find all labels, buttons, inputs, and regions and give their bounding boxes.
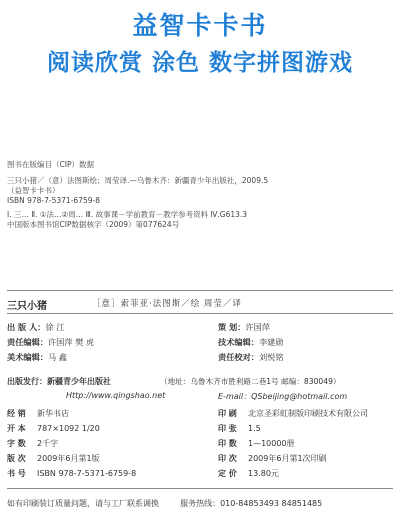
cip-line: Ⅰ. 三… Ⅱ. ①法…②周… Ⅲ. 故事课－学前教育－教学参考资料 Ⅳ.G613.3 [7,210,248,219]
cip-heading: 图书在版编目（CIP）数据 [7,160,94,169]
spec-sheets: 印 张 1.5 [218,424,261,433]
service-phone: 服务热线：010-84853493 84851485 [180,499,323,508]
divider [7,313,393,314]
cip-line: （益智卡卡书） [7,186,60,195]
series-subtitle: 阅读欣赏 涂色 数字拼图游戏 [46,50,353,76]
spec-isbn: 书 号 ISBN 978-7-5371-6759-8 [7,469,137,478]
spec-words: 字 数 2千字 [7,439,59,448]
spec-price: 定 价 13.80元 [218,469,279,478]
divider [7,290,393,291]
cip-line: 中国版本图书馆CIP数据核字（2009）第077624号 [7,220,180,229]
book-title: 三只小猪 [7,301,47,312]
credit-publisher: 出 版 人：徐 江 [7,322,65,332]
footer [7,498,322,509]
credit-proofreader: 责任校对：刘悦铭 [218,352,284,362]
spec-impression: 印 次 2009年6月第1次印刷 [218,454,327,463]
spec-distributor: 经 销 新华书店 [7,409,69,418]
cip-block [7,160,268,230]
cip-line: ISBN 978-7-5371-6759-8 [7,196,100,205]
series-title: 益智卡卡书 [132,11,268,40]
spec-format: 开 本 787×1092 1/20 [7,424,100,433]
book-byline: ［意］索菲亚·法图斯／绘 周莹／译 [92,299,242,309]
publisher-email: E-mail：QSbeijing@hotmail.com [218,392,348,401]
divider [7,488,393,489]
publisher-address: （地址：乌鲁木齐市胜利路二巷1号 邮编：830049） [160,377,341,386]
spec-printer: 印 刷 北京圣彩虹制版印刷技术有限公司 [218,409,368,418]
spec-edition: 版 次 2009年6月第1版 [7,454,100,463]
spec-copies: 印 数 1—10000册 [218,439,295,448]
credit-tech-editor: 技术编辑：李建勋 [218,337,284,347]
cip-line: 三只小猪／（意）法图斯绘；周莹译.—乌鲁木齐：新疆青少年出版社，2009.5 [7,176,269,185]
publisher-website: Http://www.qingshao.net [66,391,166,400]
series-banner [0,0,400,86]
credit-art-editor: 美术编辑：马 鑫 [7,352,67,362]
credit-planner: 策 划：许国萍 [218,322,270,332]
publisher-house: 出版发行：新疆青少年出版社 [7,377,111,386]
credit-editor: 责任编辑：许国萍 樊 虎 [7,337,95,347]
quality-notice: 如有印刷装订质量问题，请与工厂联系调换 [7,499,159,508]
